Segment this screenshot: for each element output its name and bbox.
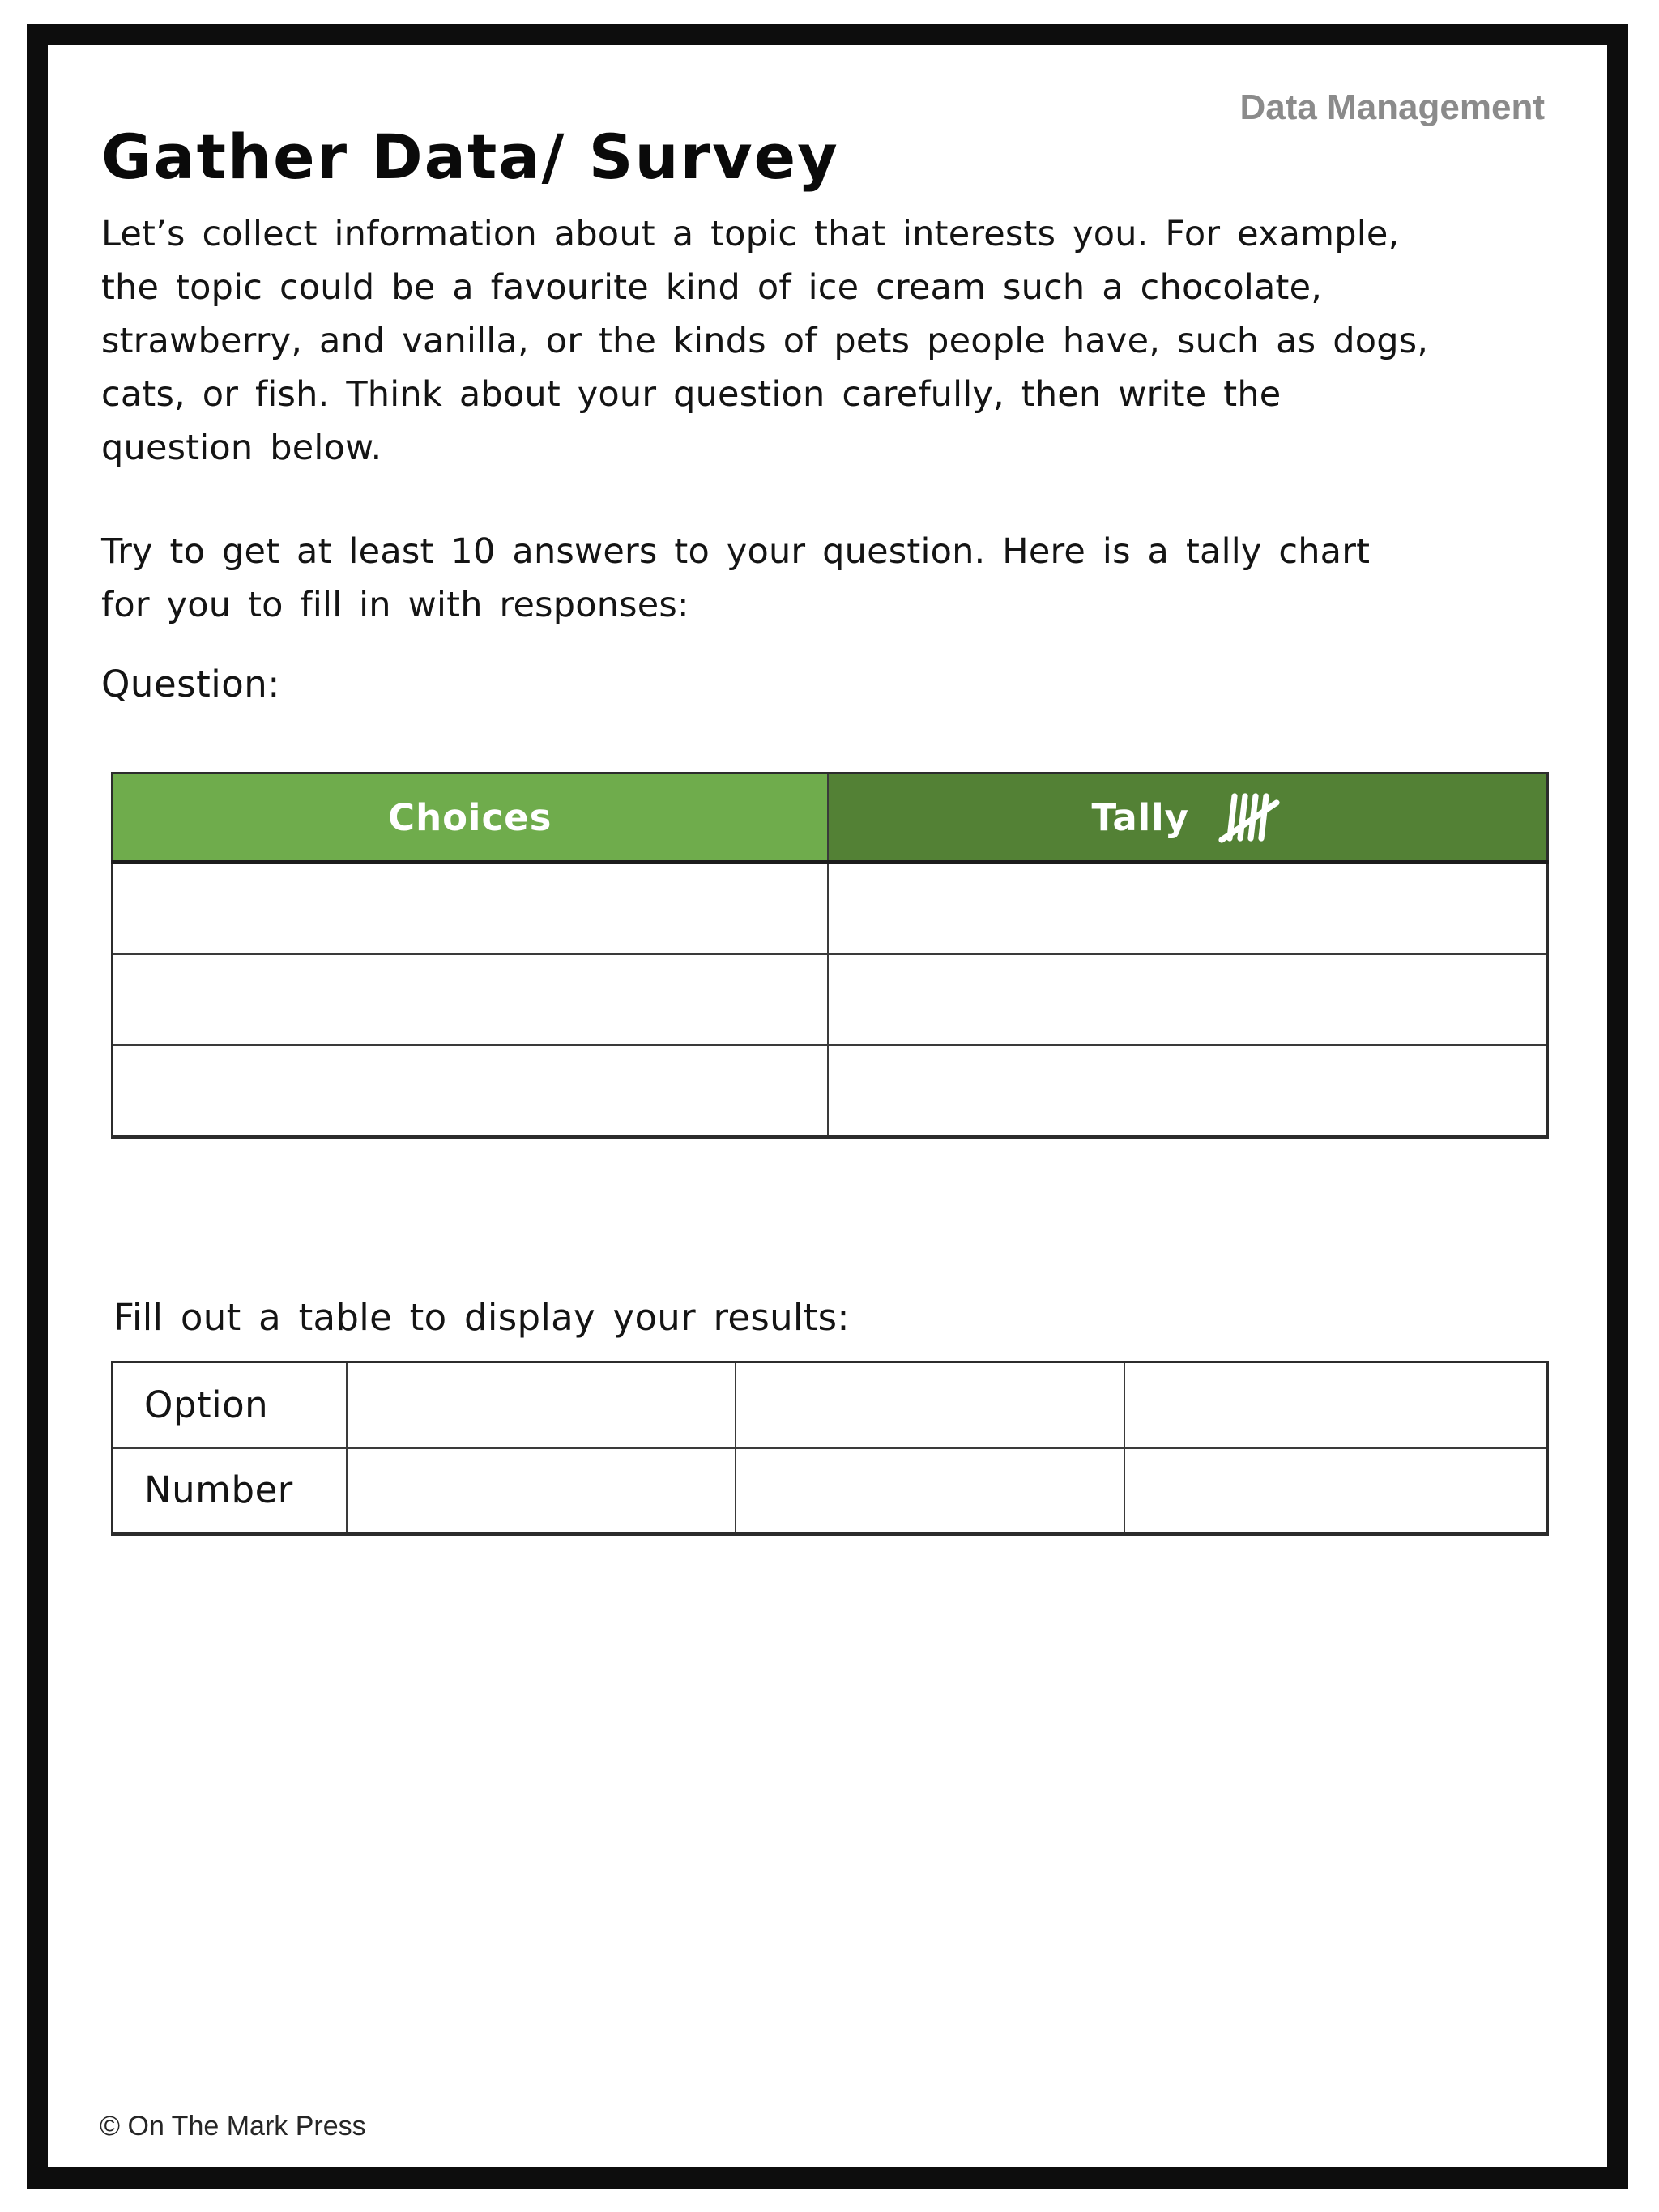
tally-instruction-line: Try to get at least 10 answers to your question. Here is a tally chart xyxy=(101,531,1371,572)
tally-instruction xyxy=(101,525,1370,632)
choices-write-in-cell xyxy=(113,863,828,955)
choices-header-cell xyxy=(113,774,828,863)
results-instruction: Fill out a table to display your results: xyxy=(113,1296,850,1339)
intro-line: strawberry, and vanilla, or the kinds of pets people have, such as dogs, xyxy=(101,321,1429,361)
tally-instruction-line: for you to fill in with responses: xyxy=(101,585,689,625)
intro-line: the topic could be a favourite kind of ice cream such a chocolate, xyxy=(101,267,1323,308)
number-write-in-cell xyxy=(347,1448,736,1534)
tally-empty-row xyxy=(113,863,1548,955)
tally-empty-row xyxy=(113,954,1548,1045)
intro-line: question below. xyxy=(101,428,382,468)
tally-header-label: Tally xyxy=(1091,795,1189,839)
copyright-text: © On The Mark Press xyxy=(100,2111,366,2142)
results-table xyxy=(111,1361,1549,1536)
intro-line: cats, or fish. Think about your question carefully, then write the xyxy=(101,374,1282,415)
choices-write-in-cell xyxy=(113,1045,828,1137)
results-number-row xyxy=(113,1448,1548,1534)
choices-header-label: Choices xyxy=(388,795,552,839)
tally-empty-row xyxy=(113,1045,1548,1137)
results-option-row xyxy=(113,1362,1548,1448)
option-write-in-cell xyxy=(347,1362,736,1448)
question-label: Question: xyxy=(101,663,280,705)
intro-line: Let’s collect information about a topic that interests you. For example, xyxy=(101,214,1400,254)
number-write-in-cell xyxy=(736,1448,1124,1534)
option-write-in-cell xyxy=(1124,1362,1548,1448)
intro-paragraph xyxy=(101,207,1428,475)
choices-write-in-cell xyxy=(113,954,828,1045)
tally-header-row xyxy=(113,774,1548,863)
tally-header-cell xyxy=(828,774,1548,863)
category-label: Data Management xyxy=(1239,87,1545,127)
tally-write-in-cell xyxy=(828,1045,1548,1137)
number-write-in-cell xyxy=(1124,1448,1548,1534)
option-row-label: Option xyxy=(113,1362,347,1448)
tally-chart-table xyxy=(111,772,1549,1139)
option-write-in-cell xyxy=(736,1362,1124,1448)
number-row-label: Number xyxy=(113,1448,347,1534)
page-title: Gather Data/ Survey xyxy=(101,120,839,193)
tally-marks-icon xyxy=(1213,790,1283,845)
tally-write-in-cell xyxy=(828,954,1548,1045)
tally-write-in-cell xyxy=(828,863,1548,955)
